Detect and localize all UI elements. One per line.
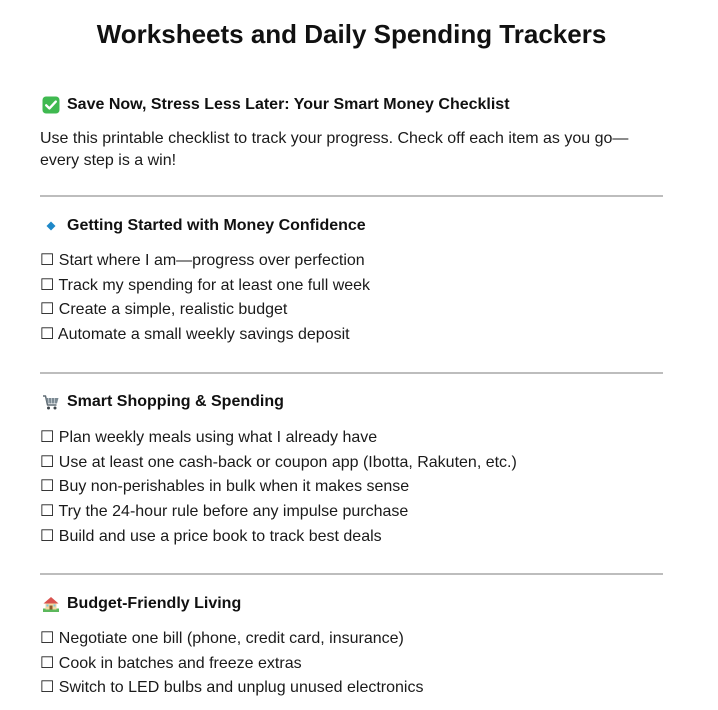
checklist-item[interactable]: ☐ Cook in batches and freeze extras	[40, 654, 302, 672]
checklist-item[interactable]: ☐ Try the 24-hour rule before any impulse purchase	[40, 503, 409, 521]
checklist-item[interactable]: ☐ Switch to LED bulbs and unplug unused electronics	[40, 679, 424, 697]
shopping-cart-icon	[42, 393, 60, 411]
page-title: Worksheets and Daily Spending Trackers	[96, 19, 607, 49]
checklist-item[interactable]: ☐ Track my spending for at least one full week	[40, 276, 371, 294]
checklist-item[interactable]: ☐ Build and use a price book to track best deals	[40, 527, 382, 545]
intro-paragraph: Use this printable checklist to track your progress. Check off each item as you go—every step is a win!	[40, 130, 629, 169]
checklist-money-confidence	[40, 249, 370, 348]
house-with-garden-icon	[42, 595, 60, 613]
section-divider	[40, 573, 663, 575]
section-heading-money-confidence	[42, 217, 366, 235]
section-divider	[40, 195, 663, 197]
checklist-item[interactable]: ☐ Negotiate one bill (phone, credit card, insurance)	[40, 630, 404, 647]
checklist-item[interactable]: ☐ Use at least one cash-back or coupon app (Ibotta, Rakuten, etc.)	[40, 453, 517, 471]
section-heading-smart-shopping	[42, 393, 284, 411]
section-heading-text: Budget-Friendly Living	[67, 595, 242, 612]
section-heading-text: Getting Started with Money Confidence	[67, 217, 366, 234]
section-divider	[40, 372, 663, 374]
checklist-heading-text: Save Now, Stress Less Later: Your Smart Money Checklist	[67, 96, 510, 113]
checklist-budget-living	[40, 627, 423, 701]
section-heading-budget-living	[42, 595, 241, 613]
checklist-heading	[42, 96, 510, 114]
checklist-item[interactable]: ☐ Create a simple, realistic budget	[40, 301, 288, 319]
checklist-smart-shopping	[40, 426, 517, 550]
checklist-item[interactable]: ☐ Automate a small weekly savings deposit	[40, 326, 350, 344]
check-mark-button-icon	[42, 96, 60, 114]
checklist-item[interactable]: ☐ Buy non-perishables in bulk when it makes sense	[40, 478, 410, 496]
blue-diamond-icon	[42, 217, 60, 235]
checklist-item[interactable]: ☐ Plan weekly meals using what I already have	[40, 429, 378, 446]
checklist-item[interactable]: ☐ Start where I am—progress over perfection	[40, 252, 365, 269]
section-heading-text: Smart Shopping & Spending	[67, 393, 284, 410]
